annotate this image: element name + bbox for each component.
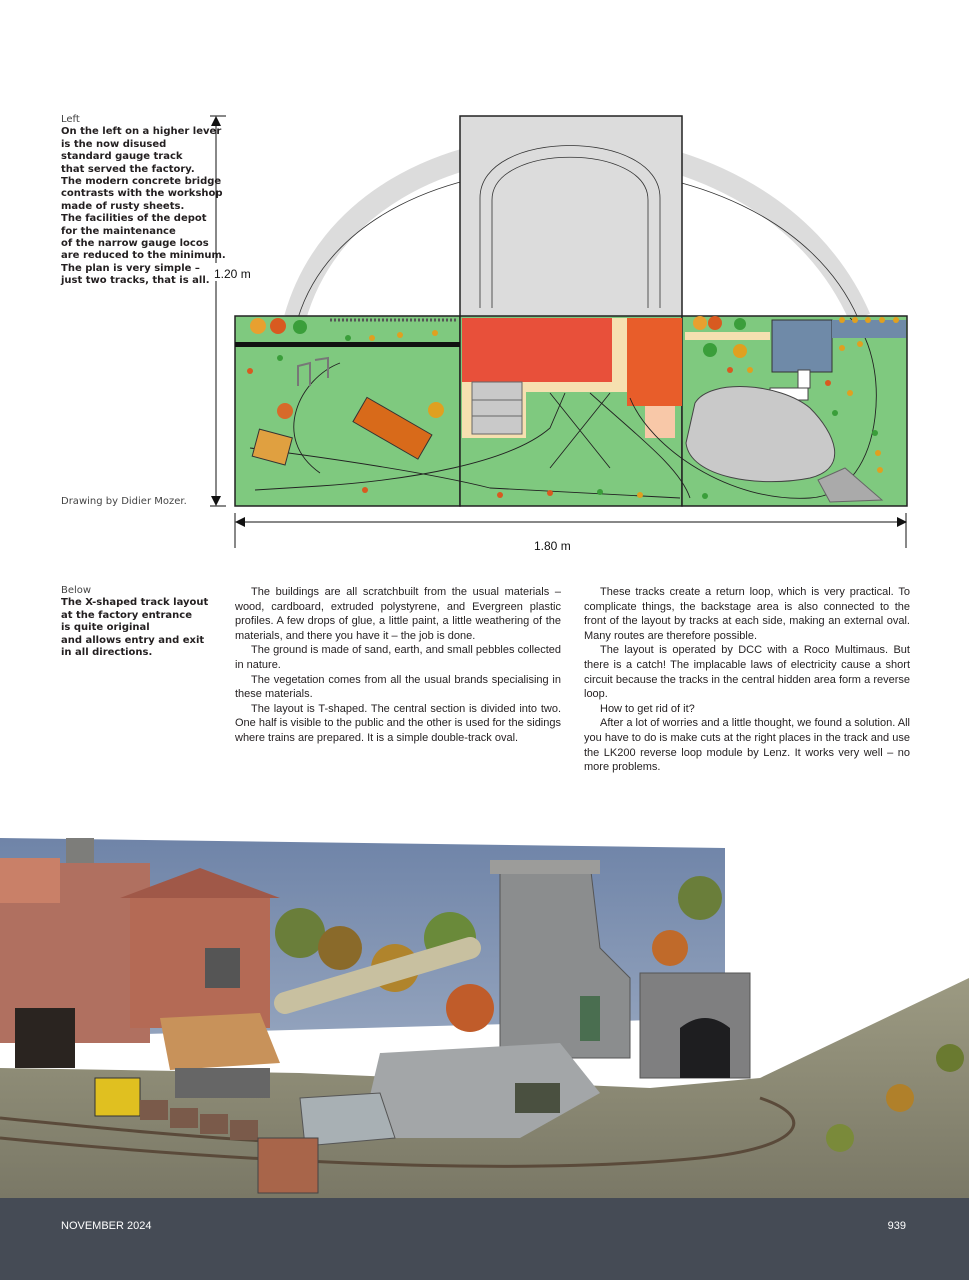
paragraph: After a lot of worries and a little thought, we found a solution. All you have to do is make cuts at the right places in the track and use the LK200 reverse loop module by Lenz. It works very well – no more problems. bbox=[584, 717, 910, 774]
left-caption-line: contrasts with the workshop bbox=[61, 188, 223, 200]
tunnel-portal-building bbox=[772, 320, 832, 372]
drawing-credit: Drawing by Didier Mozer. bbox=[61, 496, 187, 507]
left-caption-line: that served the factory. bbox=[61, 163, 195, 175]
left-caption-line: The facilities of the depot bbox=[61, 213, 207, 225]
paragraph: The layout is T-shaped. The central section is divided into two. One half is visible to the public and the other is used for the sidings where trains are prepared. It is a simple double-track oval. bbox=[235, 702, 561, 744]
left-caption-line: is the now disused bbox=[61, 138, 167, 150]
left-caption-line: for the maintenance bbox=[61, 225, 176, 237]
road bbox=[685, 332, 770, 340]
left-caption-line: standard gauge track bbox=[61, 151, 183, 163]
hut bbox=[258, 1138, 318, 1193]
factory-annex bbox=[472, 382, 522, 434]
height-label: 1.20 m bbox=[214, 267, 251, 281]
left-caption-line: made of rusty sheets. bbox=[61, 200, 185, 212]
upper-level-wall bbox=[235, 342, 460, 347]
brick-building-annex bbox=[645, 406, 675, 438]
paragraph: How to get rid of it? bbox=[600, 702, 695, 715]
left-caption-line: The modern concrete bridge bbox=[61, 176, 222, 188]
brick-building bbox=[627, 318, 682, 406]
width-label: 1.80 m bbox=[534, 539, 571, 553]
paragraph: The ground is made of sand, earth, and small pebbles collected in nature. bbox=[235, 644, 561, 671]
paragraph: The vegetation comes from all the usual brands specialising in these materials. bbox=[235, 673, 561, 701]
paragraph: The buildings are all scratchbuilt from the usual materials – wood, cardboard, extruded polystyrene, and Evergreen plastic profiles. A few drops of glue, a little paint, a little weathering of the materials, and there you have it – the job is done. bbox=[235, 586, 561, 642]
hidden-sidings-area bbox=[460, 116, 682, 318]
left-caption-heading: Left bbox=[61, 114, 80, 125]
locomotive bbox=[95, 1078, 140, 1116]
stairs bbox=[798, 370, 810, 388]
page-footer bbox=[0, 1198, 969, 1280]
below-caption-line: The X-shaped track layout bbox=[61, 597, 209, 609]
left-caption-line: are reduced to the minimum. bbox=[61, 250, 226, 262]
brick-shed bbox=[130, 898, 270, 1028]
left-caption-line: of the narrow gauge locos bbox=[61, 238, 209, 250]
factory-yard bbox=[612, 318, 627, 382]
truck bbox=[515, 1083, 560, 1113]
below-caption-line: and allows entry and exit bbox=[61, 634, 205, 646]
paragraph: These tracks create a return loop, which is very practical. To complicate things, the backstage area is also connected to the front of the layout by tracks at each side, making an external oval. Many routes are therefore possible. bbox=[584, 586, 910, 642]
left-caption-line: just two tracks, that is all. bbox=[61, 275, 210, 287]
below-caption-line: at the factory entrance bbox=[61, 609, 192, 621]
workshop-roof bbox=[160, 1013, 280, 1070]
page-number: 939 bbox=[887, 1220, 906, 1232]
paragraph: The layout is operated by DCC with a Roco Multimaus. But there is a catch! The implacable laws of electricity cause a short circuit because the tracks in the central hidden area form a reverse loop. bbox=[584, 644, 910, 701]
below-caption-line: is quite original bbox=[61, 622, 150, 634]
left-caption-line: The plan is very simple – bbox=[61, 262, 200, 274]
left-caption-line: On the left on a higher lever bbox=[61, 126, 222, 138]
track-plan-drawing bbox=[210, 108, 920, 558]
below-caption-line: in all directions. bbox=[61, 647, 153, 659]
issue-date: NOVEMBER 2024 bbox=[61, 1220, 152, 1232]
below-caption-heading: Below bbox=[61, 585, 92, 596]
below-caption bbox=[61, 585, 208, 659]
factory-building bbox=[462, 318, 612, 382]
article-column-1 bbox=[235, 585, 561, 746]
layout-photo bbox=[0, 838, 969, 1198]
article-column-2 bbox=[584, 585, 910, 775]
left-caption bbox=[61, 114, 226, 288]
